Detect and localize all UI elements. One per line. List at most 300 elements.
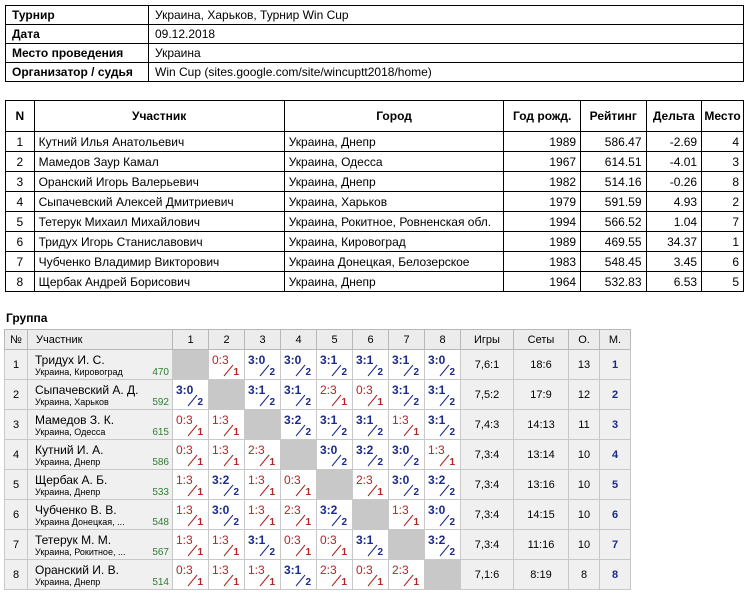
group-games: 7,1:6	[461, 560, 514, 590]
match-score-cell	[353, 350, 389, 380]
match-score-cell	[245, 380, 281, 410]
score-divider-icon	[439, 454, 450, 467]
match-score: 1:3	[176, 473, 193, 487]
score-divider-icon	[331, 544, 342, 557]
match-points: 1	[233, 427, 239, 438]
match-score: 1:3	[428, 443, 445, 457]
score-divider-icon	[331, 514, 342, 527]
match-score: 0:3	[320, 533, 337, 547]
match-points: 1	[269, 517, 275, 528]
score-divider-icon	[223, 544, 234, 557]
group-header-player: Участник	[28, 330, 173, 350]
group-player-cell	[28, 470, 173, 500]
match-score: 0:3	[176, 563, 193, 577]
participant-cell: 5	[6, 212, 35, 232]
group-games: 7,5:2	[461, 380, 514, 410]
group-games: 7,6:1	[461, 350, 514, 380]
match-points: 2	[233, 517, 239, 528]
group-points: 11	[569, 410, 600, 440]
score-divider-icon	[295, 544, 306, 557]
score-divider-icon	[367, 424, 378, 437]
player-city: Украина Донецкая, ...	[35, 517, 125, 527]
match-points: 2	[449, 517, 455, 528]
group-row-number: 3	[5, 410, 28, 440]
match-score: 3:1	[284, 563, 302, 577]
match-score: 3:1	[284, 383, 302, 397]
participant-cell: 548.45	[581, 252, 646, 272]
match-points: 1	[197, 547, 203, 558]
match-score-cell	[353, 560, 389, 590]
match-score-cell	[317, 380, 353, 410]
score-divider-icon	[367, 364, 378, 377]
participant-cell: 3.45	[646, 252, 702, 272]
match-score-cell	[245, 500, 281, 530]
match-points: 1	[197, 487, 203, 498]
score-divider-icon	[259, 574, 270, 587]
match-score: 0:3	[356, 563, 373, 577]
match-points: 2	[449, 547, 455, 558]
group-header-opponent: 6	[353, 330, 389, 350]
player-city: Украина, Днепр	[35, 457, 101, 467]
match-score: 0:3	[356, 383, 373, 397]
match-score: 1:3	[248, 473, 265, 487]
score-divider-icon	[331, 424, 342, 437]
score-divider-icon	[439, 424, 450, 437]
match-score: 1:3	[176, 533, 193, 547]
match-score: 2:3	[392, 563, 409, 577]
participant-cell: Мамедов Заур Камал	[34, 152, 284, 172]
score-divider-icon	[295, 574, 306, 587]
match-points: 2	[449, 367, 455, 378]
group-games: 7,3:4	[461, 500, 514, 530]
participant-cell: Тридух Игорь Станиславович	[34, 232, 284, 252]
participant-row	[6, 252, 744, 272]
group-place: 4	[600, 440, 631, 470]
match-score: 3:0	[176, 383, 194, 397]
participant-row	[6, 212, 744, 232]
match-score: 1:3	[248, 503, 265, 517]
score-divider-icon	[223, 424, 234, 437]
match-score: 2:3	[356, 473, 373, 487]
group-place: 7	[600, 530, 631, 560]
score-divider-icon	[403, 394, 414, 407]
participant-cell: 1983	[504, 252, 581, 272]
match-score: 1:3	[212, 533, 229, 547]
match-points: 1	[269, 457, 275, 468]
group-place: 1	[600, 350, 631, 380]
player-name: Мамедов З. К.	[35, 413, 115, 427]
info-row	[6, 63, 744, 82]
participant-cell: Украина, Рокитное, Ровненская обл.	[284, 212, 504, 232]
player-name: Щербак А. Б.	[35, 473, 108, 487]
match-points: 2	[413, 367, 419, 378]
match-score-cell	[389, 380, 425, 410]
match-score: 3:0	[248, 353, 266, 367]
player-name: Кутний И. А.	[35, 443, 104, 457]
participant-cell: -4.01	[646, 152, 702, 172]
match-score: 1:3	[176, 503, 193, 517]
match-score: 3:1	[428, 413, 446, 427]
match-points: 1	[413, 577, 419, 588]
match-score: 3:1	[356, 413, 374, 427]
group-place: 6	[600, 500, 631, 530]
score-divider-icon	[223, 514, 234, 527]
participant-cell: 591.59	[581, 192, 646, 212]
match-points: 1	[197, 457, 203, 468]
group-games: 7,3:4	[461, 440, 514, 470]
match-points: 1	[305, 517, 311, 528]
score-divider-icon	[295, 394, 306, 407]
score-divider-icon	[331, 574, 342, 587]
group-player-cell	[28, 380, 173, 410]
score-divider-icon	[259, 484, 270, 497]
group-points: 10	[569, 530, 600, 560]
score-divider-icon	[295, 364, 306, 377]
participant-cell: Оранский Игорь Валерьевич	[34, 172, 284, 192]
match-score-cell	[353, 410, 389, 440]
group-row-number: 2	[5, 380, 28, 410]
match-score-cell	[209, 410, 245, 440]
col-header-city: Город	[284, 101, 504, 132]
group-row-number: 4	[5, 440, 28, 470]
participant-cell: Сыпачевский Алексей Дмитриевич	[34, 192, 284, 212]
score-divider-icon	[259, 454, 270, 467]
match-score: 1:3	[212, 443, 229, 457]
group-player-cell	[28, 440, 173, 470]
participant-cell: Украина Донецкая, Белозерское	[284, 252, 504, 272]
match-points: 2	[341, 517, 347, 528]
match-score-cell	[173, 380, 209, 410]
participant-cell: 8	[702, 172, 744, 192]
score-divider-icon	[439, 484, 450, 497]
match-score: 1:3	[212, 563, 229, 577]
score-divider-icon	[367, 394, 378, 407]
participant-cell: 5	[702, 272, 744, 292]
participant-cell: 514.16	[581, 172, 646, 192]
participant-cell: 1994	[504, 212, 581, 232]
player-city: Украина, Кировоград	[35, 367, 123, 377]
score-divider-icon	[439, 394, 450, 407]
score-divider-icon	[403, 574, 414, 587]
participant-cell: 532.83	[581, 272, 646, 292]
match-score-cell	[281, 350, 317, 380]
col-header-place: Место	[702, 101, 744, 132]
participant-cell: -2.69	[646, 132, 702, 152]
group-header-opponent: 7	[389, 330, 425, 350]
group-row-number: 7	[5, 530, 28, 560]
match-score: 3:0	[212, 503, 230, 517]
match-points: 1	[233, 457, 239, 468]
info-label: Организатор / судья	[6, 63, 149, 82]
group-header-opponent: 2	[209, 330, 245, 350]
self-match-cell	[209, 380, 245, 410]
match-points: 2	[341, 427, 347, 438]
match-points: 1	[377, 397, 383, 408]
match-points: 1	[233, 577, 239, 588]
group-place: 2	[600, 380, 631, 410]
score-divider-icon	[295, 484, 306, 497]
info-value: 09.12.2018	[149, 25, 744, 44]
match-score: 2:3	[320, 383, 337, 397]
participant-row	[6, 132, 744, 152]
group-player-cell	[28, 500, 173, 530]
score-divider-icon	[259, 544, 270, 557]
score-divider-icon	[187, 544, 198, 557]
group-player-cell	[28, 530, 173, 560]
score-divider-icon	[403, 364, 414, 377]
group-sets: 11:16	[514, 530, 569, 560]
group-header-n: №	[5, 330, 28, 350]
match-score: 3:1	[392, 353, 410, 367]
match-score-cell	[425, 410, 461, 440]
group-points: 10	[569, 500, 600, 530]
match-score: 3:1	[392, 383, 410, 397]
participants-table	[5, 100, 744, 292]
participant-cell: 8	[6, 272, 35, 292]
match-score-cell	[389, 350, 425, 380]
match-score-cell	[353, 380, 389, 410]
participant-cell: 1	[6, 132, 35, 152]
match-score-cell	[353, 470, 389, 500]
participant-cell: Украина, Днепр	[284, 272, 504, 292]
group-row	[5, 500, 631, 530]
col-header-n: N	[6, 101, 35, 132]
match-score: 3:2	[212, 473, 230, 487]
participant-cell: 4	[6, 192, 35, 212]
group-row-number: 8	[5, 560, 28, 590]
self-match-cell	[353, 500, 389, 530]
group-title: Группа	[6, 311, 48, 325]
match-points: 2	[305, 427, 311, 438]
group-row	[5, 530, 631, 560]
match-points: 2	[269, 397, 275, 408]
match-score-cell	[209, 440, 245, 470]
group-header-opponent: 4	[281, 330, 317, 350]
player-name: Тридух И. С.	[35, 353, 105, 367]
col-header-participant: Участник	[34, 101, 284, 132]
match-score: 0:3	[176, 413, 193, 427]
match-points: 1	[197, 427, 203, 438]
match-score: 3:2	[320, 503, 338, 517]
match-score-cell	[389, 410, 425, 440]
group-row-number: 5	[5, 470, 28, 500]
participant-cell: 1967	[504, 152, 581, 172]
participant-cell: Украина, Днепр	[284, 132, 504, 152]
group-points: 10	[569, 440, 600, 470]
match-points: 1	[341, 547, 347, 558]
self-match-cell	[281, 440, 317, 470]
participant-cell: Украина, Кировоград	[284, 232, 504, 252]
match-score: 1:3	[392, 503, 409, 517]
participant-row	[6, 232, 744, 252]
match-score-cell	[173, 410, 209, 440]
match-score-cell	[281, 470, 317, 500]
score-divider-icon	[259, 364, 270, 377]
match-score: 3:0	[284, 353, 302, 367]
score-divider-icon	[439, 544, 450, 557]
score-divider-icon	[223, 454, 234, 467]
self-match-cell	[389, 530, 425, 560]
score-divider-icon	[403, 424, 414, 437]
info-label: Турнир	[6, 6, 149, 25]
participant-row	[6, 152, 744, 172]
player-city: Украина, Днепр	[35, 487, 101, 497]
score-divider-icon	[403, 454, 414, 467]
player-rating: 615	[152, 427, 169, 438]
match-score: 0:3	[212, 353, 229, 367]
group-sets: 13:14	[514, 440, 569, 470]
match-score-cell	[281, 500, 317, 530]
match-points: 2	[341, 367, 347, 378]
info-label: Место проведения	[6, 44, 149, 63]
participant-cell: 3	[6, 172, 35, 192]
match-score-cell	[173, 530, 209, 560]
score-divider-icon	[367, 454, 378, 467]
group-row	[5, 380, 631, 410]
match-score-cell	[173, 500, 209, 530]
match-points: 1	[413, 427, 419, 438]
participant-cell: 7	[6, 252, 35, 272]
match-score-cell	[281, 530, 317, 560]
match-score: 1:3	[212, 413, 229, 427]
match-points: 1	[413, 517, 419, 528]
match-score: 0:3	[284, 473, 301, 487]
player-rating: 586	[152, 457, 169, 468]
player-rating: 533	[152, 487, 169, 498]
group-header-row	[5, 330, 631, 350]
match-score-cell	[425, 350, 461, 380]
match-score-cell	[389, 500, 425, 530]
participant-cell: 7	[702, 212, 744, 232]
group-sets: 8:19	[514, 560, 569, 590]
participants-header-row	[6, 101, 744, 132]
score-divider-icon	[403, 484, 414, 497]
group-row-number: 1	[5, 350, 28, 380]
score-divider-icon	[223, 364, 234, 377]
match-points: 2	[449, 427, 455, 438]
group-header-place: М.	[600, 330, 631, 350]
score-divider-icon	[295, 424, 306, 437]
match-score: 3:0	[320, 443, 338, 457]
match-score: 3:1	[320, 413, 338, 427]
match-points: 2	[449, 487, 455, 498]
match-score: 3:2	[284, 413, 302, 427]
match-score-cell	[425, 470, 461, 500]
group-header-opponent: 1	[173, 330, 209, 350]
match-points: 1	[269, 577, 275, 588]
match-score-cell	[317, 410, 353, 440]
tournament-info-table	[5, 5, 744, 82]
col-header-rating: Рейтинг	[581, 101, 646, 132]
group-row-number: 6	[5, 500, 28, 530]
self-match-cell	[173, 350, 209, 380]
col-header-birth-year: Год рожд.	[504, 101, 581, 132]
player-rating: 470	[152, 367, 169, 378]
score-divider-icon	[403, 514, 414, 527]
info-value: Украина	[149, 44, 744, 63]
match-score-cell	[245, 530, 281, 560]
match-score-cell	[209, 530, 245, 560]
participant-cell: 1	[702, 232, 744, 252]
match-score-cell	[389, 440, 425, 470]
match-points: 2	[413, 397, 419, 408]
match-score-cell	[173, 470, 209, 500]
match-points: 1	[449, 457, 455, 468]
match-score-cell	[425, 530, 461, 560]
player-rating: 548	[152, 517, 169, 528]
score-divider-icon	[187, 484, 198, 497]
match-score: 3:2	[356, 443, 374, 457]
match-points: 2	[269, 367, 275, 378]
score-divider-icon	[367, 574, 378, 587]
group-crosstable	[4, 329, 631, 590]
match-score: 2:3	[284, 503, 301, 517]
match-score: 2:3	[248, 443, 265, 457]
match-score: 3:0	[392, 473, 410, 487]
participant-cell: 1989	[504, 132, 581, 152]
group-points: 10	[569, 470, 600, 500]
participant-row	[6, 272, 744, 292]
participant-cell: 1979	[504, 192, 581, 212]
participant-cell: Украина, Одесса	[284, 152, 504, 172]
match-points: 2	[341, 457, 347, 468]
score-divider-icon	[331, 454, 342, 467]
group-row	[5, 440, 631, 470]
match-score: 3:1	[356, 533, 374, 547]
match-score-cell	[209, 500, 245, 530]
match-score-cell	[173, 440, 209, 470]
score-divider-icon	[223, 574, 234, 587]
info-row	[6, 6, 744, 25]
match-score: 3:1	[356, 353, 374, 367]
match-points: 2	[413, 457, 419, 468]
player-name: Сыпачевский А. Д.	[35, 383, 139, 397]
group-header-opponent: 3	[245, 330, 281, 350]
match-score-cell	[317, 530, 353, 560]
match-points: 1	[233, 547, 239, 558]
match-score-cell	[317, 350, 353, 380]
participant-cell: Щербак Андрей Борисович	[34, 272, 284, 292]
group-player-cell	[28, 410, 173, 440]
match-points: 2	[377, 547, 383, 558]
participant-row	[6, 172, 744, 192]
score-divider-icon	[439, 514, 450, 527]
score-divider-icon	[259, 514, 270, 527]
group-sets: 14:13	[514, 410, 569, 440]
participant-cell: Тетерук Михаил Михайлович	[34, 212, 284, 232]
match-points: 2	[233, 487, 239, 498]
player-rating: 514	[152, 577, 169, 588]
participant-cell: 586.47	[581, 132, 646, 152]
match-score-cell	[425, 380, 461, 410]
participant-cell: 469.55	[581, 232, 646, 252]
self-match-cell	[245, 410, 281, 440]
group-header-opponent: 8	[425, 330, 461, 350]
match-score-cell	[245, 350, 281, 380]
group-place: 8	[600, 560, 631, 590]
participant-cell: 1982	[504, 172, 581, 192]
score-divider-icon	[187, 454, 198, 467]
participant-cell: 6	[702, 252, 744, 272]
match-points: 2	[377, 427, 383, 438]
match-points: 2	[413, 487, 419, 498]
self-match-cell	[317, 470, 353, 500]
match-points: 1	[233, 367, 239, 378]
match-score: 3:0	[392, 443, 410, 457]
group-games: 7,3:4	[461, 470, 514, 500]
participant-cell: 4.93	[646, 192, 702, 212]
group-row	[5, 410, 631, 440]
